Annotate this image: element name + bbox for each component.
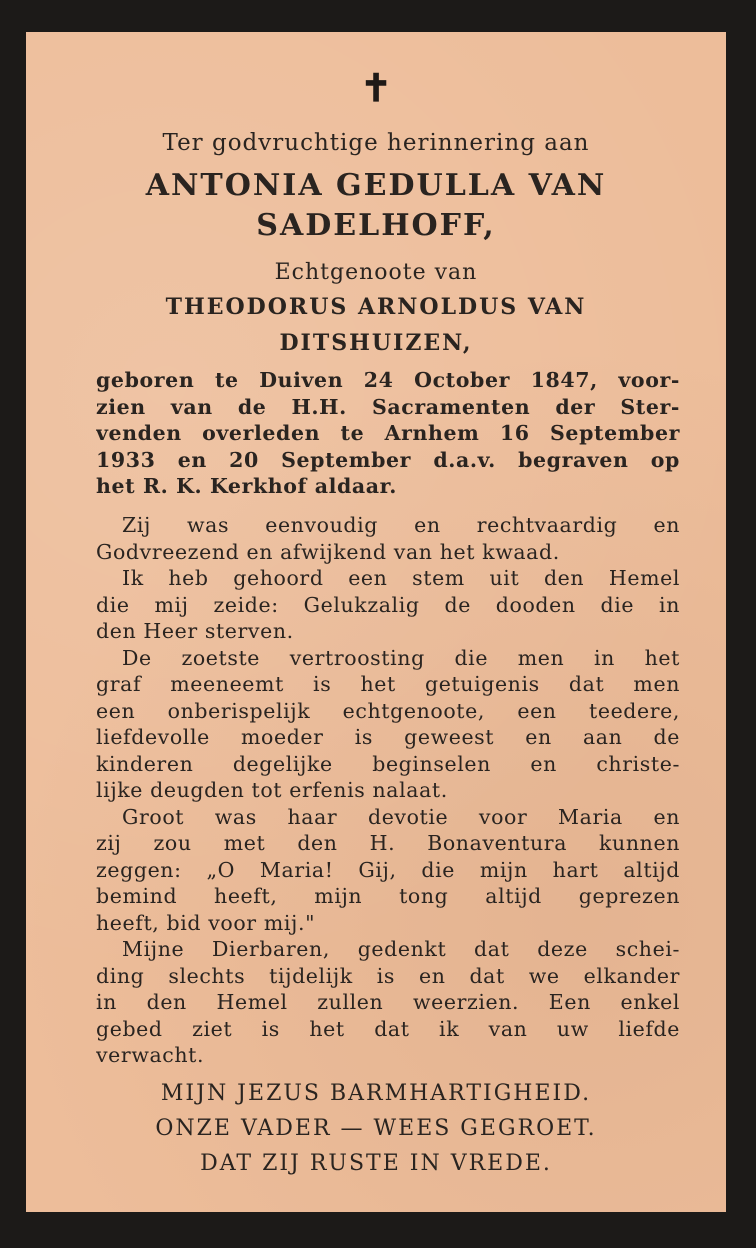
spouse-name-line-1: THEODORUS ARNOLDUS VAN <box>165 294 587 320</box>
text-line: graf meeneemt is het getuigenis dat men <box>96 672 680 696</box>
text-line: heeft, bid voor mij." <box>96 910 316 935</box>
memorial-text <box>96 512 680 1069</box>
text-line: in den Hemel zullen weerzien. Een enkel <box>96 990 680 1014</box>
spouse-label: Echtgenoote van <box>274 260 478 285</box>
text-line: Zij was eenvoudig en rechtvaardig en <box>122 513 680 537</box>
cross-icon: ✝ <box>360 65 392 110</box>
prayer-line: DAT ZIJ RUSTE IN VREDE. <box>200 1151 552 1176</box>
text-line: die mij zeide: Gelukzalig de dooden die in <box>96 592 680 617</box>
text-line: De zoetste vertroosting die men in het <box>122 645 680 670</box>
text-line: verwacht. <box>96 1043 205 1067</box>
biography-line: geboren te Duiven 24 October 1847, voor- <box>96 368 680 392</box>
text-line: Mijne Dierbaren, gedenkt dat deze schei- <box>122 937 680 961</box>
text-line: liefdevolle moeder is geweest en aan de <box>96 725 680 749</box>
text-line: Ik heb gehoord een stem uit den Hemel <box>122 566 680 590</box>
prayer-line: ONZE VADER — WEES GEGROET. <box>155 1116 597 1141</box>
closing-prayers <box>26 1076 726 1181</box>
deceased-name-line-2: SADELHOFF, <box>256 208 496 243</box>
biography-line: venden overleden te Arnhem 16 September <box>96 421 680 445</box>
text-line: gebed ziet is het dat ik van uw liefde <box>96 1016 680 1041</box>
text-line: kinderen degelijke beginselen en christe- <box>96 751 680 776</box>
memorial-card <box>26 32 726 1212</box>
text-line: zeggen: „O Maria! Gij, die mijn hart altijd <box>96 857 680 882</box>
text-line: den Heer sterven. <box>96 619 294 643</box>
prayer-line: MIJN JEZUS BARMHARTIGHEID. <box>160 1081 592 1106</box>
text-line: een onberispelijk echtgenoote, een teedere, <box>96 698 680 723</box>
biography-line: het R. K. Kerkhof aldaar. <box>96 474 397 498</box>
deceased-name-line-1: ANTONIA GEDULLA VAN <box>145 168 607 203</box>
text-line: zij zou met den H. Bonaventura kunnen <box>96 831 680 855</box>
spouse-name-line-2: DITSHUIZEN, <box>279 330 473 356</box>
text-line: Godvreezend en afwijkend van het kwaad. <box>96 539 560 564</box>
biography-line: zien van de H.H. Sacramenten der Ster- <box>96 394 680 419</box>
text-line: lijke deugden tot erfenis nalaat. <box>96 778 448 802</box>
biography-paragraph <box>96 367 680 500</box>
text-line: ding slechts tijdelijk is en dat we elkander <box>96 963 680 988</box>
biography-line: 1933 en 20 September d.a.v. begraven op <box>96 447 680 472</box>
text-line: bemind heeft, mijn tong altijd geprezen <box>96 884 680 908</box>
intro-line: Ter godvruchtige herinnering aan <box>162 130 590 156</box>
text-line: Groot was haar devotie voor Maria en <box>122 804 680 829</box>
